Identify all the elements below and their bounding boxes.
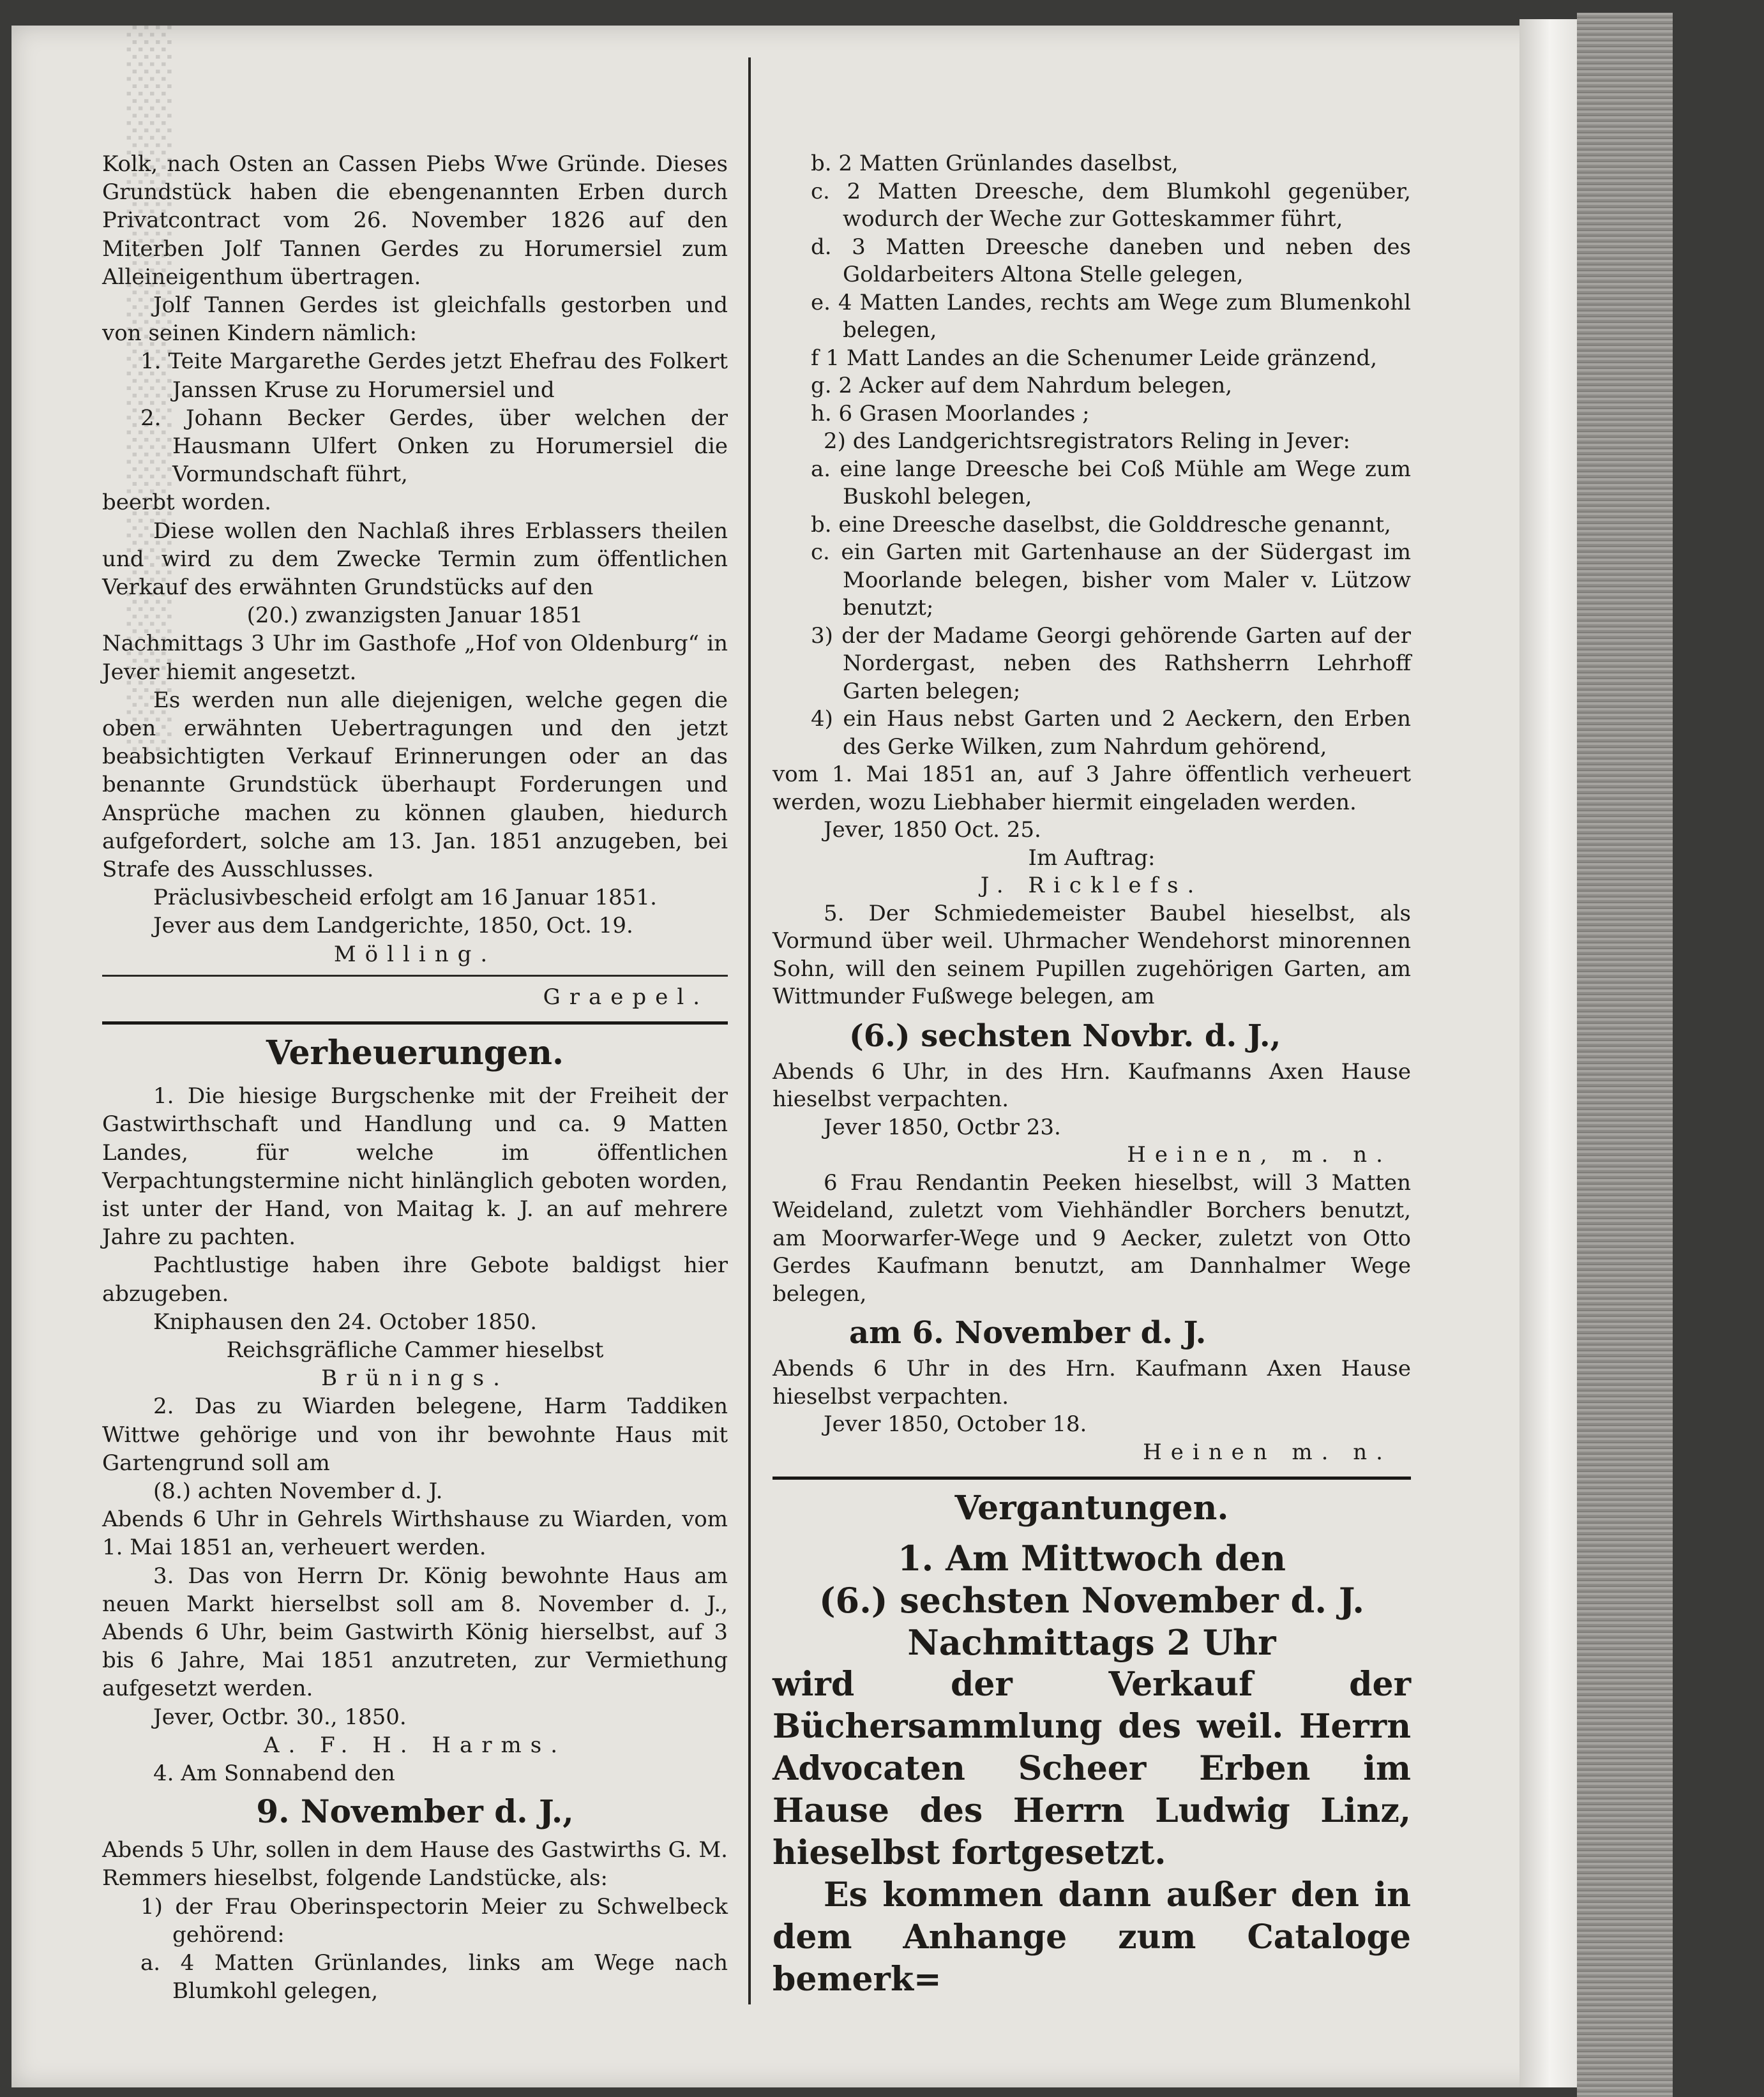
heir-1: 1. Teite Margarethe Gerdes jetzt Ehefrau des Folkert Janssen Kruse zu Horumersiel und [140, 349, 728, 403]
diese-paragraph: Diese wollen den Nachlaß ihres Erblassers theilen und wird zu dem Zwecke Termin zum öffentlichen Verkauf des erwähnten Grundstücks auf den [102, 518, 728, 601]
item-4: 4) ein Haus nebst Garten und 2 Aeckern, den Erben des Gerke Wilken, zum Nahrdum gehörend, [811, 706, 1411, 760]
notice-3: 3. Das von Herrn Dr. König bewohnte Haus am neuen Markt hierselbst soll am 8. November d. J., Abends 6 Uhr, beim Gastwirth König hierselbst, auf 3 bis 6 Jahre, Mai 1851 anzutreten, zur Vermiethung aufgesetzt werden. [102, 1563, 728, 1702]
auction-1-more: Es kommen dann außer den in dem Anhange zum Cataloge bemerk= [773, 1875, 1411, 1999]
signature-rule [102, 975, 728, 977]
section-rule [102, 1021, 728, 1025]
column-divider [748, 57, 751, 2004]
item-2c: c. ein Garten mit Gartenhause an der Südergast im Moorlande belegen, bisher vom Maler v. Lützow benutzt; [811, 539, 1411, 620]
item-h: h. 6 Grasen Moorlandes ; [811, 400, 1090, 426]
notice-4: 4. Am Sonnabend den [153, 1760, 395, 1786]
item-g: g. 2 Acker auf dem Nahrdum belegen, [811, 373, 1233, 398]
notice-5: 5. Der Schmiedemeister Baubel hieselbst, als Vormund über weil. Uhrmacher Wendehorst minorennen Sohn, will den seinem Pupillen zugehörigen Garten, am Wittmunder Fußwege belegen, am [773, 900, 1411, 1009]
heir-2: 2. Johann Becker Gerdes, über welchen der Hausmann Ulfert Onken zu Horumersiel die Vormundschaft führt, [140, 405, 728, 488]
notice-6: 6 Frau Rendantin Peeken hieselbst, will 3 Matten Weideland, zuletzt vom Viehhändler Borchers benutzt, am Moorwarfer-Wege und 9 Aecker, zuletzt von Otto Gerdes Kaufmann benutzt, am Dannhalmer Wege belegen, [773, 1169, 1411, 1307]
notice-1: 1. Die hiesige Burgschenke mit der Freiheit der Gastwirthschaft und Handlung und ca. 9 Matten Landes, für welche im öffentlichen Verpachtungstermine nicht hinlänglich geboten worden, ist unter der Hand, von Maitag k. J. an auf mehrere Jahre zu pachten. [102, 1083, 728, 1251]
notice-4-sign-auftrag: Im Auftrag: [1028, 845, 1156, 871]
item-3: 3) der der Madame Georgi gehörende Garten auf der Nordergast, neben des Rathsherrn Lehrhoff Garten belegen; [811, 622, 1411, 704]
notice-6b: Abends 6 Uhr in des Hrn. Kaufmann Axen Hause hieselbst verpachten. [773, 1356, 1411, 1409]
auction-1-body: wird der Verkauf der Büchersammlung des weil. Herrn Advocaten Scheer Erben im Hause des Herrn Ludwig Linz, hieselbst fortgesetzt. [773, 1665, 1411, 1872]
notice-5-signature: Heinen, m. n. [1127, 1142, 1392, 1168]
court-line: Jever aus dem Landgerichte, 1850, Oct. 19. [153, 913, 633, 939]
signature-moelling: Mölling. [333, 941, 497, 967]
notice-2b: Abends 6 Uhr in Gehrels Wirthshause zu Wiarden, vom 1. Mai 1851 an, verheuert werden. [102, 1507, 728, 1561]
notice-6-place: Jever 1850, October 18. [824, 1411, 1087, 1437]
notice-4-place: Jever, 1850 Oct. 25. [824, 817, 1041, 843]
notice-1-signature: Reichsgräfliche Cammer hieselbst [226, 1337, 604, 1363]
notice-5-place: Jever 1850, Octbr 23. [824, 1114, 1061, 1140]
notice-3-place: Jever, Octbr. 30., 1850. [153, 1704, 407, 1730]
item-c: c. 2 Matten Dreesche, dem Blumkohl gegenüber, wodurch der Weche zur Gotteskammer führt, [811, 178, 1411, 232]
section-heading-verheuerungen: Verheuerungen. [266, 1033, 564, 1073]
notice-2: 2. Das zu Wiarden belegene, Harm Taddiken Wittwe gehörige und von ihr bewohnte Haus mit Gartengrund soll am [102, 1394, 728, 1476]
auction-1-day: 1. Am Mittwoch den [897, 1538, 1286, 1579]
intro-paragraph: Kolk, nach Osten an Cassen Piebs Wwe Gründe. Dieses Grundstück haben die ebengenannten Erben durch Privatcontract vom 26. November 1826 auf den Miterben Jolf Tannen Gerdes zu Horumersiel zum Alleineigenthum übertragen. [102, 151, 728, 290]
item-2: 2) des Landgerichtsregistrators Reling in Jever: [824, 428, 1351, 454]
right-column [773, 150, 1411, 2001]
notice-4-sign-name: J. Ricklefs. [980, 873, 1203, 898]
notice-6-date: am 6. November d. J. [849, 1315, 1207, 1351]
bleed-through-shadow: ░░░░░░░░░░░░░░░░░░░░░░░░░ [126, 26, 171, 762]
item-2b: b. eine Dreesche daselbst, die Golddresche genannt, [811, 511, 1391, 537]
item-d: d. 3 Matten Dreesche daneben und neben des Goldarbeiters Altona Stelle gelegen, [811, 234, 1411, 287]
notice-1-signature-name: Brünings. [321, 1365, 509, 1392]
book-binding [1577, 13, 1673, 2097]
auction-1-date: (6.) sechsten November d. J. [818, 1580, 1365, 1621]
left-column [102, 150, 728, 2005]
notice-4b: Abends 5 Uhr, sollen in dem Hause des Gastwirths G. M. Remmers hieselbst, folgende Landstücke, als: [102, 1837, 728, 1891]
item-b: b. 2 Matten Grünlandes daselbst, [811, 151, 1179, 176]
notice-4-item-1: 1) der Frau Oberinspectorin Meier zu Schwelbeck gehörend: [140, 1893, 728, 1948]
notice-4-item-1a: a. 4 Matten Grünlandes, links am Wege nach Blumkohl gelegen, [140, 1950, 728, 2004]
beerbt-line: beerbt worden. [102, 490, 271, 516]
notice-6-signature: Heinen m. n. [1143, 1439, 1392, 1465]
notice-3-signature: A. F. H. Harms. [263, 1732, 566, 1758]
praeclusiv-line: Präclusivbescheid erfolgt am 16 Januar 1851. [153, 885, 657, 911]
es-werden-paragraph: Es werden nun alle diejenigen, welche gegen die oben erwähnten Uebertragungen und den jetzt beabsichtigten Verkauf Erinnerungen oder an das benannte Grundstück überhaupt Forderungen und Ansprüche machen zu können glauben, hiedurch aufgefordert, solche am 13. Jan. 1851 anzugeben, bei Strafe des Ausschlusses. [102, 687, 728, 883]
notice-1b: Pachtlustige haben ihre Gebote baldigst hier abzugeben. [102, 1252, 728, 1307]
notice-4-date: 9. November d. J., [256, 1793, 574, 1831]
term-date: (20.) zwanzigsten Januar 1851 [246, 603, 584, 629]
item-4b: vom 1. Mai 1851 an, auf 3 Jahre öffentlich verheuert werden, wozu Liebhaber hiermit eingeladen werden. [773, 762, 1411, 815]
section-heading-vergantungen: Vergantungen. [954, 1489, 1229, 1528]
item-f: f 1 Matt Landes an die Schenumer Leide gränzend, [811, 345, 1378, 371]
term-time: Nachmittags 3 Uhr im Gasthofe „Hof von Oldenburg“ in Jever hiemit angesetzt. [102, 631, 728, 685]
auction-1-time: Nachmittags 2 Uhr [907, 1622, 1276, 1663]
notice-1-place: Kniphausen den 24. October 1850. [153, 1309, 538, 1335]
notice-5-date: (6.) sechsten Novbr. d. J., [849, 1018, 1281, 1054]
notice-5b: Abends 6 Uhr, in des Hrn. Kaufmanns Axen Hause hieselbst verpachten. [773, 1058, 1411, 1112]
notice-2-date: (8.) achten November d. J. [153, 1478, 443, 1504]
item-e: e. 4 Matten Landes, rechts am Wege zum Blumenkohl belegen, [811, 289, 1411, 343]
item-2a: a. eine lange Dreesche bei Coß Mühle am Wege zum Buskohl belegen, [811, 456, 1411, 509]
jolf-paragraph: Jolf Tannen Gerdes ist gleichfalls gestorben und von seinen Kindern nämlich: [102, 292, 728, 347]
section-rule-2 [773, 1477, 1411, 1480]
signature-graepel: Graepel. [543, 984, 709, 1010]
